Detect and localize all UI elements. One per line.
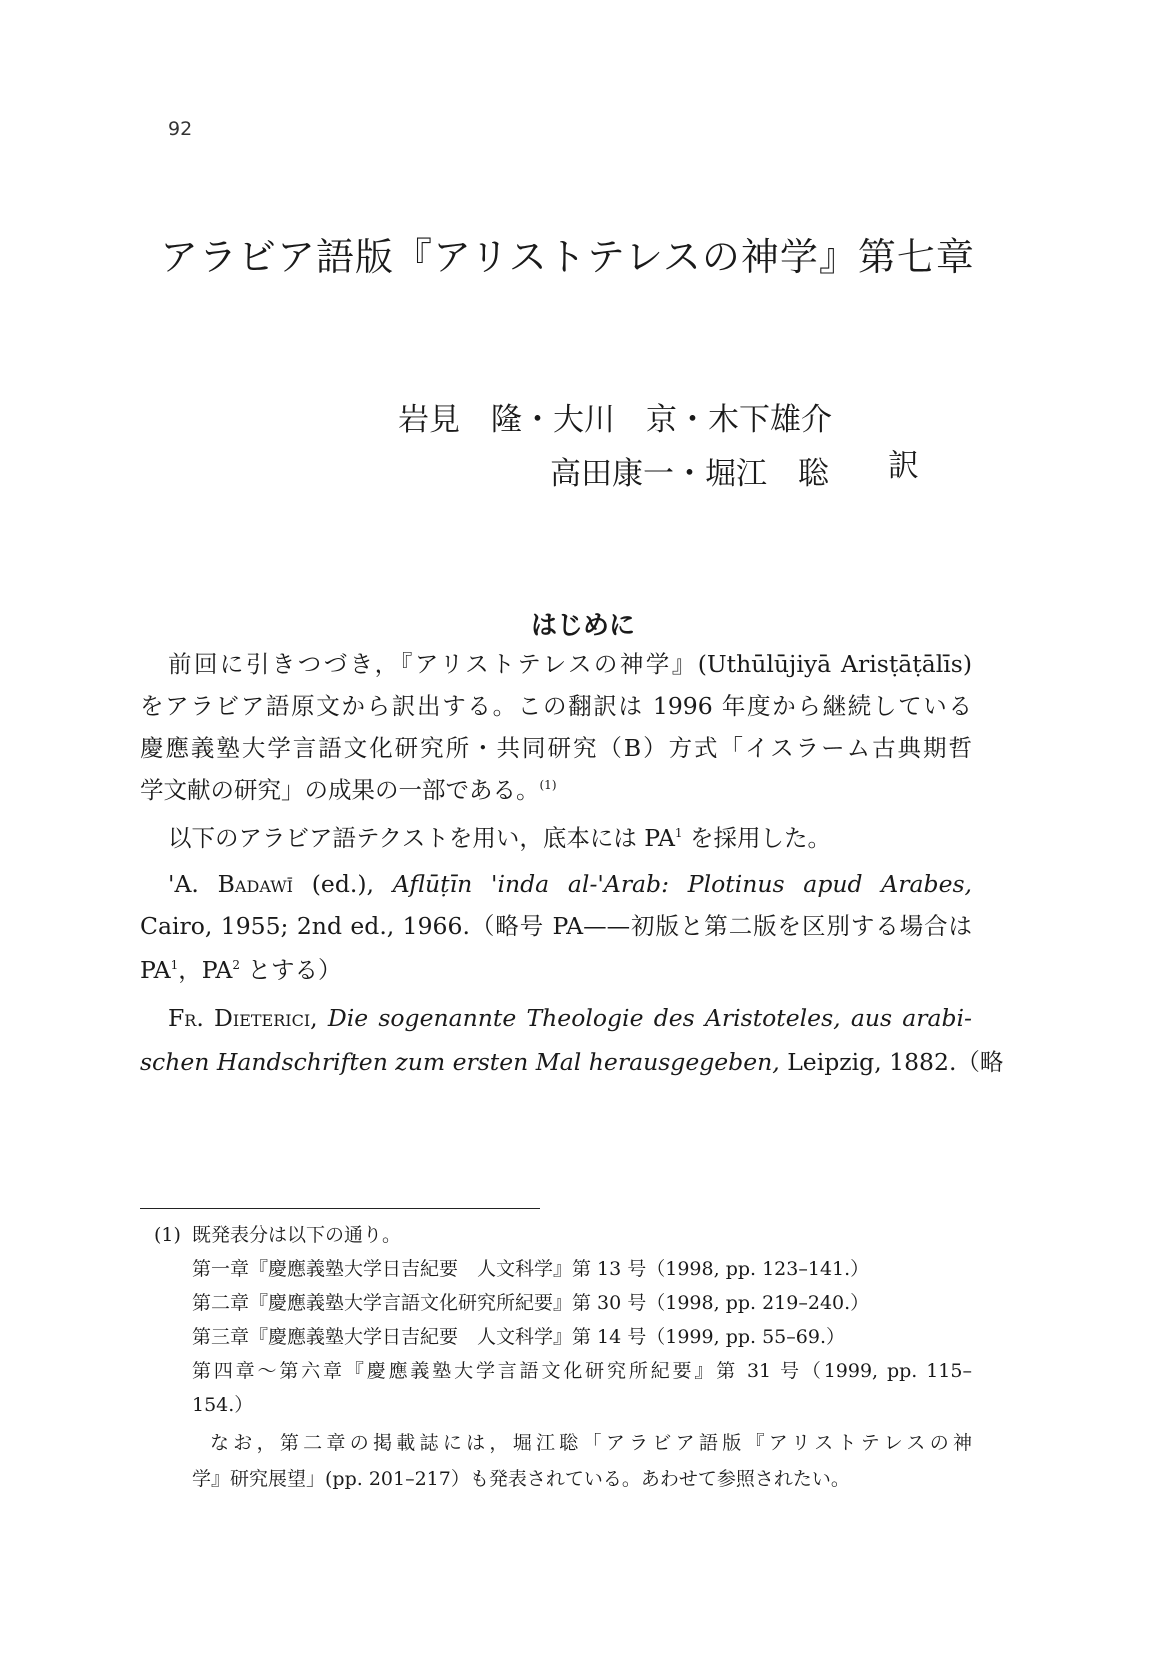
footnote-marker: (1) <box>154 1224 181 1246</box>
superscript: 2 <box>232 958 241 973</box>
body-line <box>140 774 972 806</box>
reference-text: とする） <box>240 956 342 984</box>
section-heading: はじめに <box>530 611 635 641</box>
reference-author: Fr. Dieterici, <box>168 1004 328 1032</box>
reference-title: Die sogenannte Theologie des Aristoteles, aus arabi- <box>327 1004 972 1032</box>
footnote-rule <box>140 1208 540 1209</box>
reference-text: Leipzig, 1882.（略 <box>779 1048 1004 1076</box>
page-number: 92 <box>168 118 193 140</box>
body-text: を採用した。 <box>682 824 832 852</box>
body-line <box>168 822 972 854</box>
article-title: アラビア語版『アリストテレスの神学』第七章 <box>160 235 975 279</box>
footnote-line: 154.） <box>192 1394 254 1416</box>
body-line: 前回に引きつづき，『アリストテレスの神学』(Uthūlūjiyā Arisṭāṭālīs) <box>168 650 972 678</box>
footnote-line: 第一章『慶應義塾大学日吉紀要 人文科学』第 13 号（1998, pp. 123–141.） <box>192 1258 870 1280</box>
body-text: 以下のアラビア語テクストを用い，底本には PA <box>168 824 675 852</box>
footnote-line: 第三章『慶應義塾大学日吉紀要 人文科学』第 14 号（1999, pp. 55–69.） <box>192 1326 845 1348</box>
footnote-line: 既発表分は以下の通り。 <box>192 1224 402 1246</box>
footnote-line: 第四章〜第六章『慶應義塾大学言語文化研究所紀要』第 31 号（1999, pp. 115– <box>192 1360 972 1382</box>
reference-title: Aflūṭīn 'inda al-'Arab: Plotinus apud Arabes, <box>392 870 973 898</box>
reference-text: PA <box>140 956 171 984</box>
superscript: 1 <box>170 958 179 973</box>
reference-text: ，PA <box>178 956 233 984</box>
footnote-line: 第二章『慶應義塾大学言語文化研究所紀要』第 30 号（1998, pp. 219–240.） <box>192 1292 870 1314</box>
footnote-ref: (1) <box>539 778 557 793</box>
reference-line <box>140 954 972 986</box>
reference-line <box>140 1046 1004 1078</box>
reference-line: Cairo, 1955; 2nd ed., 1966.（略号 PA——初版と第二版を区別する場合は <box>140 912 972 940</box>
reference-text: (ed.), <box>293 870 393 898</box>
superscript: 1 <box>674 826 683 841</box>
authors-line-1: 岩見 隆・大川 京・木下雄介 <box>398 402 832 438</box>
body-line: をアラビア語原文から訳出する。この翻訳は 1996 年度から継続している <box>140 692 972 720</box>
authors-line-2: 高田康一・堀江 聡 <box>550 456 829 492</box>
footnote-line: 学』研究展望」(pp. 201–217）も発表されている。あわせて参照されたい。 <box>192 1468 850 1490</box>
body-line: 慶應義塾大学言語文化研究所・共同研究（B）方式「イスラーム古典期哲 <box>140 734 972 762</box>
body-text: 学文献の研究」の成果の一部である。 <box>140 776 540 804</box>
reference-title: schen Handschriften zum ersten Mal herausgegeben, <box>140 1048 780 1076</box>
reference-line <box>168 1002 972 1034</box>
reference-author: 'A. Badawī <box>168 870 293 898</box>
footnote-line: なお，第二章の掲載誌には，堀江聡「アラビア語版『アリストテレスの神 <box>210 1432 972 1454</box>
reference-line <box>168 868 972 900</box>
translator-suffix: 訳 <box>888 448 919 484</box>
